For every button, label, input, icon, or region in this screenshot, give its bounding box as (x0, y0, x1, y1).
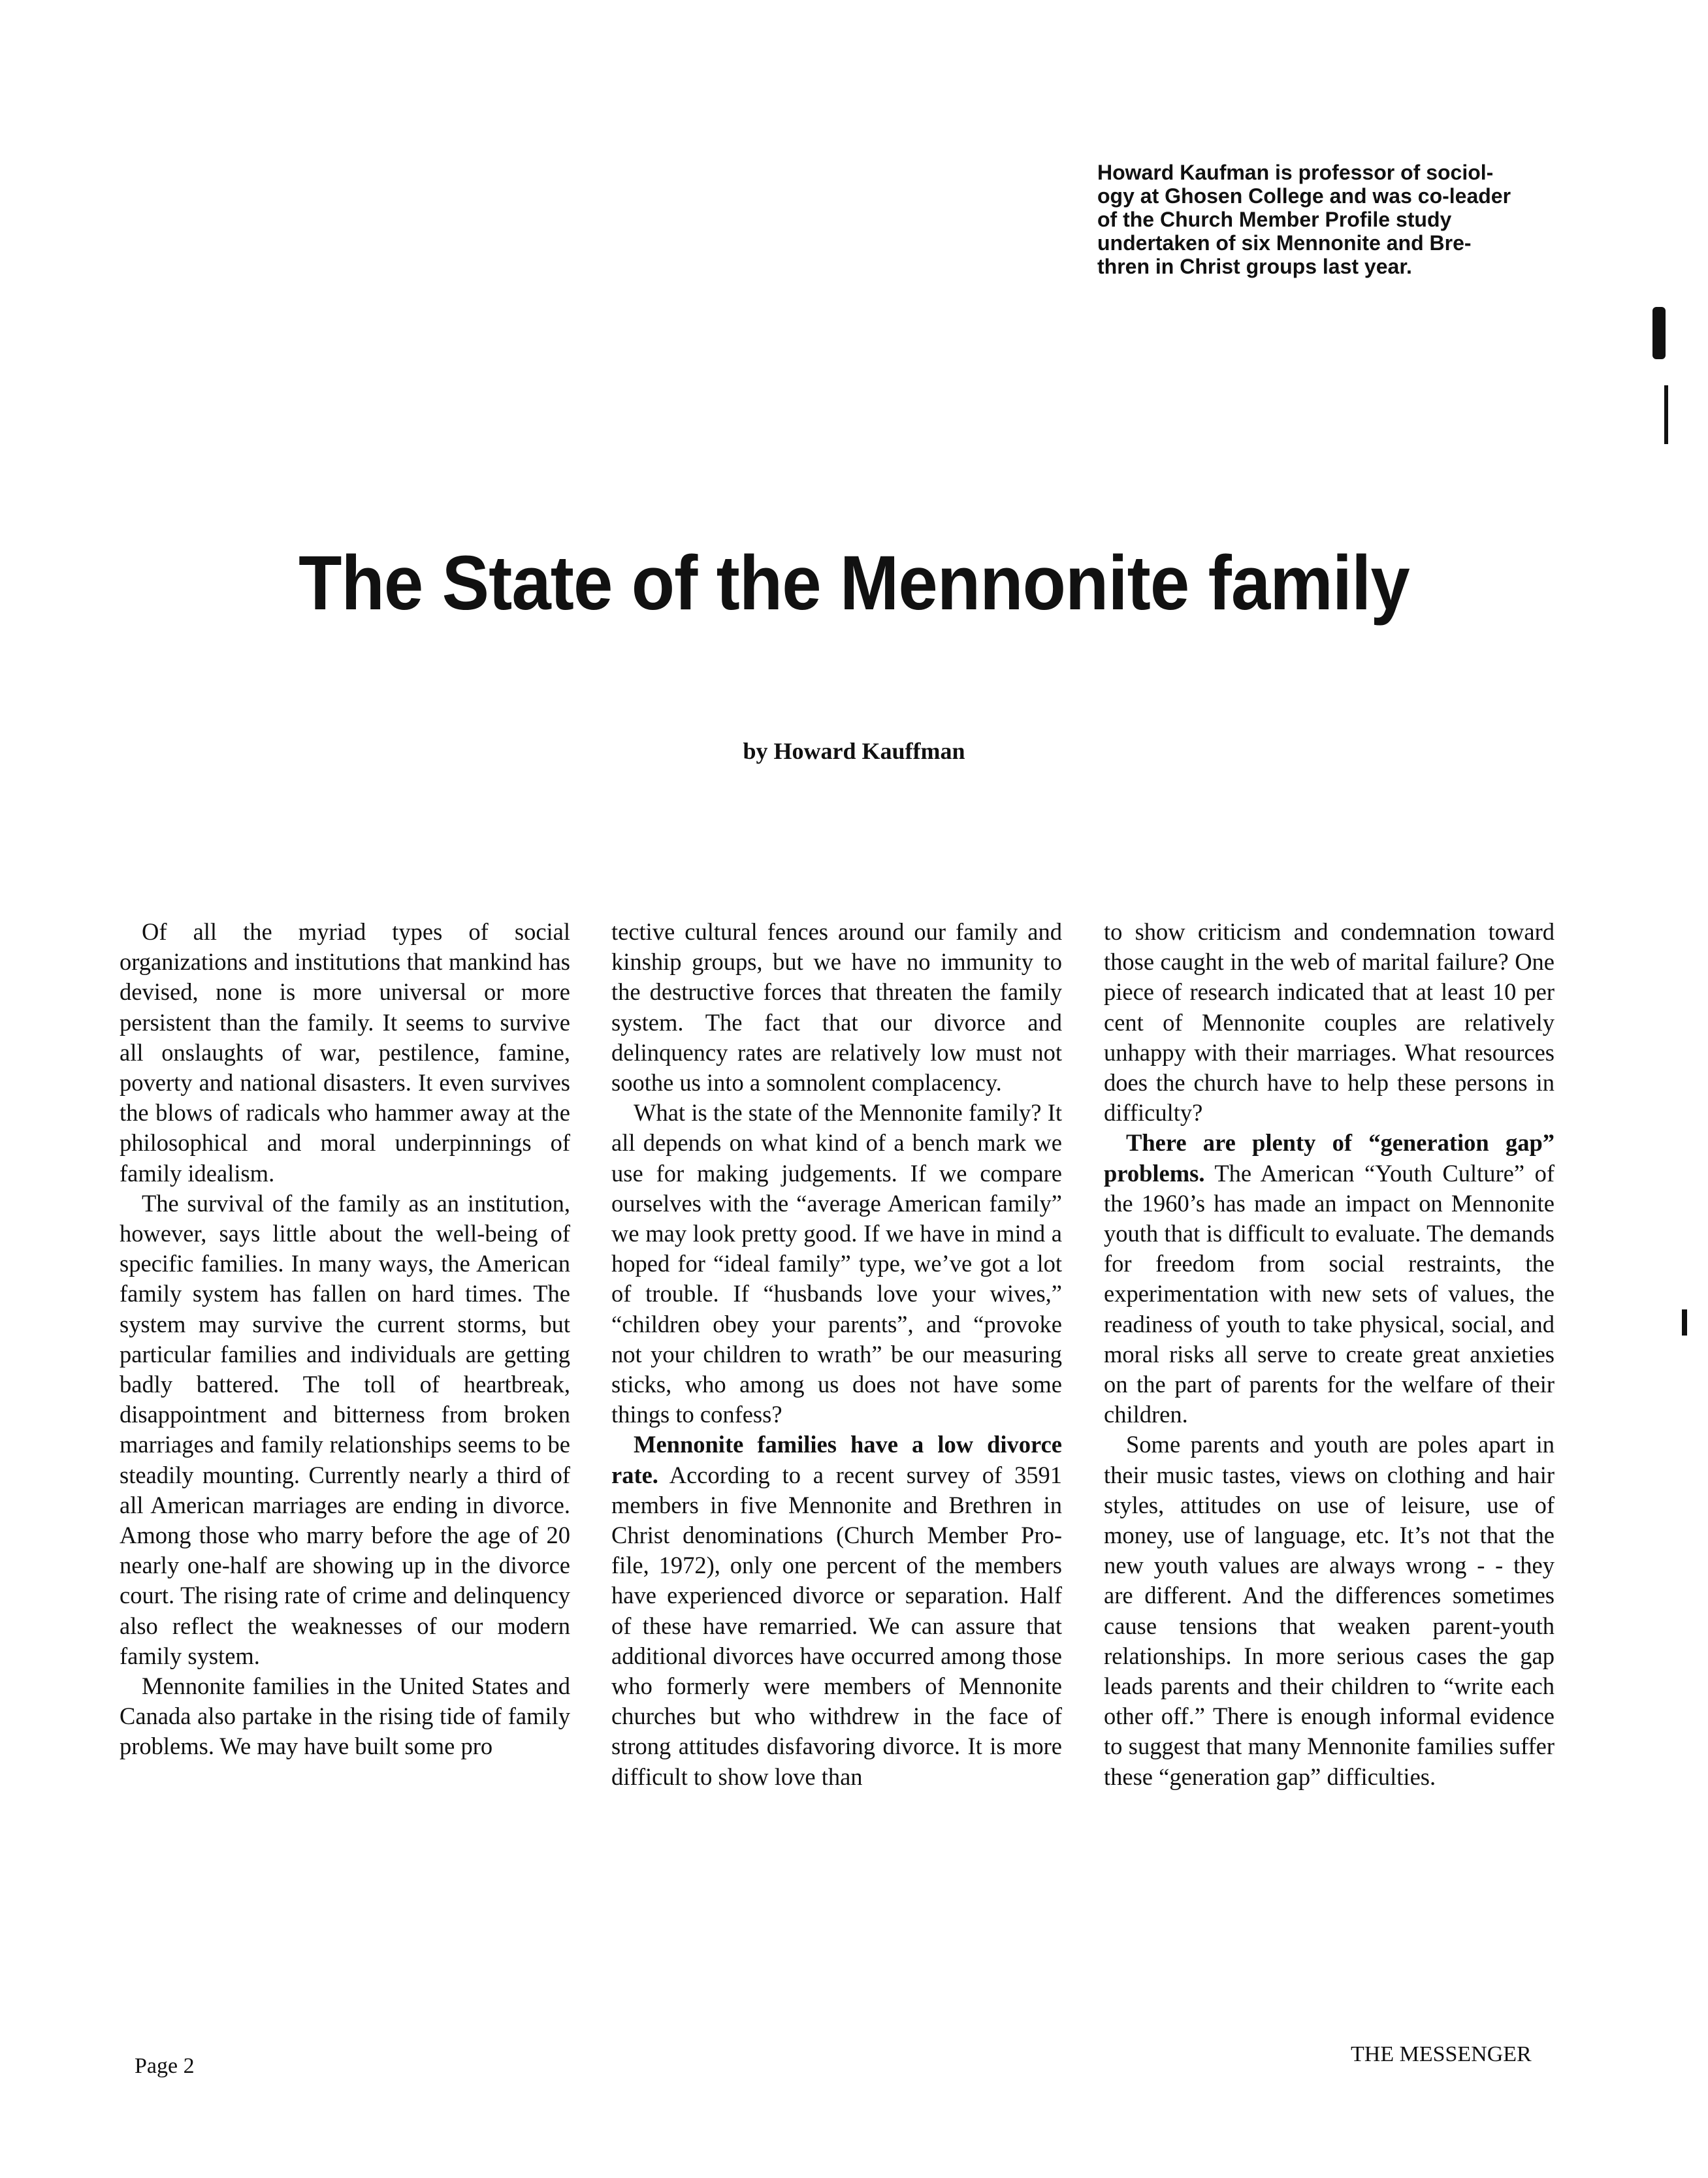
publication-name: THE MESSENGER (1351, 2042, 1532, 2066)
paragraph (1104, 1128, 1555, 1430)
paragraph: Of all the myriad types of social organizations and institutions that mankind has devised, none is more universal or more persistent than the family. It seems to survive all onslaughts of war, pestilence, famine, poverty and national disasters. It even survives the blows of radicals who hammer away at the philosophical and moral underpinnings of family idealism. (120, 918, 570, 1187)
article-column-3 (1104, 917, 1555, 1792)
page-number: Page 2 (135, 2054, 195, 2078)
author-note: Howard Kaufman is professor of sociol- ogy at Ghosen College and was co-leader of the Church Member Profile study undertaken of six Mennonite and Bre- thren in Christ groups last year. (1097, 161, 1511, 278)
scan-edge-mark (1664, 385, 1668, 444)
paragraph: tective cultural fences around our family and kinship groups, but we have no immunity to the destructive forces that threaten the family system. The fact that our divorce and delinquency rates are relatively low must not soothe us into a somnolent complacency. (611, 918, 1062, 1097)
article-column-2 (611, 917, 1062, 1792)
article-column-1 (120, 917, 570, 1762)
byline: by Howard Kauffman (743, 738, 965, 764)
paragraph: to show criticism and condemnation toward those caught in the web of marital failure? One piece of research indicated that at least 10 per cent of Mennonite couples are relatively unhappy with their marriages. What resources does the church have to help these persons in difficulty? (1104, 918, 1555, 1127)
paragraph-text: The American “Youth Culture” of the 1960’s has made an impact on Mennonite youth that is difficult to evaluate. The demands for freedom from social restraints, the experimentation with new sets of values, the readiness of youth to take physical, social, and moral risks all serve to create great anxieties on the part of parents for the welfare of their children. (1104, 1159, 1555, 1428)
section-lead: There are plenty of “generation gap” problems. (1104, 1129, 1555, 1187)
paragraph-text: According to a recent survey of 3591 members in five Mennonite and Brethren in Christ denominations (Church Member Profile, 1972), only one percent of the members have experienced divorce or separation. Half of these have remarried. We can assure that additional divorces have occurred among those who formerly were members of Mennonite churches but who withdrew in the face of strong attitudes disfavoring divorce. It is more difficult to show love than (611, 1461, 1062, 1790)
paragraph (611, 1430, 1062, 1791)
article-title: The State of the Mennonite family (298, 540, 1410, 626)
paragraph: The survival of the family as an institution, however, says little about the well-being of specific families. In many ways, the American family system has fallen on hard times. The system may survive the current storms, but particular families and individuals are getting badly battered. The toll of heartbreak, disappointment and bitterness from broken marriages and family relationships seems to be steadily mounting. Currently nearly a third of all American marriages are ending in divorce. Among those who marry before the age of 20 nearly one-half are showing up in the divorce court. The rising rate of crime and delinquency also reflect the weaknesses of our modern family system. (120, 1189, 570, 1669)
paragraph: Mennonite families in the United States and Canada also partake in the rising tide of family problems. We may have built some pro (120, 1673, 570, 1760)
scan-edge-mark (1682, 1309, 1687, 1336)
section-lead: Mennonite families have a low divorce rate. (611, 1431, 1062, 1488)
paragraph: Some parents and youth are poles apart in their music tastes, views on clothing and hair styles, attitudes on use of leisure, use of money, use of language, etc. It’s not that the new youth values are always wrong - - they are different. And the differences sometimes cause tensions that weaken parent-youth relationships. In more serious cases the gap leads parents and their children to “write each other off.” There is enough informal evidence to suggest that many Mennonite families suffer these “generation gap” difficulties. (1104, 1431, 1555, 1790)
scan-edge-mark (1652, 307, 1666, 359)
paragraph: What is the state of the Mennonite family? It all depends on what kind of a bench mark we use for making judgements. If we compare ourselves with the “average American family” we may look pretty good. If we have in mind a hoped for “ideal family” type, we’ve got a lot of trouble. If “husbands love your wives,” “children obey your parents”, and “provoke not your children to wrath” be our measuring sticks, who among us does not have some things to confess? (611, 1099, 1062, 1428)
